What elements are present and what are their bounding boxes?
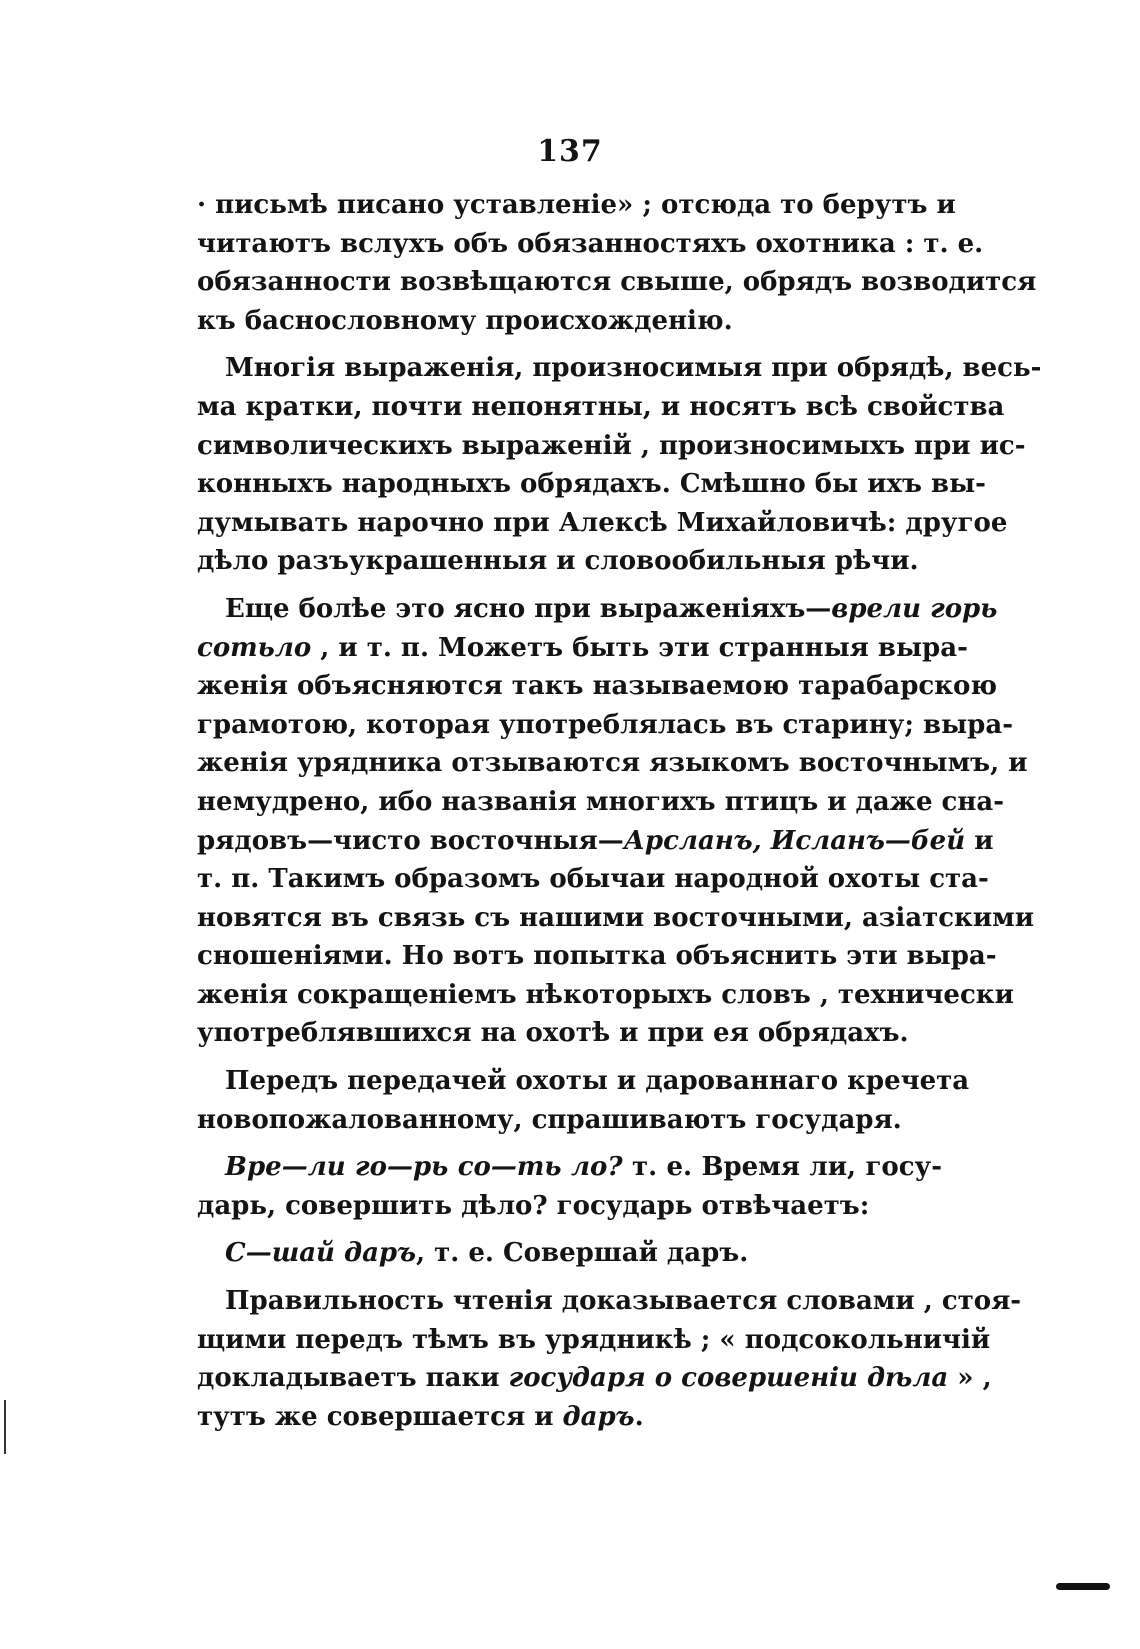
text-segment: Еще болѣе это ясно при выраженіяхъ— — [225, 593, 832, 624]
text-line — [197, 388, 1005, 427]
text-line — [197, 937, 997, 976]
text-segment: женія объясняются такъ называемою тарабарскою — [197, 671, 998, 702]
text-segment: читаютъ вслухъ объ обязанностяхъ охотника : т. е. — [197, 228, 984, 259]
text-segment: . — [634, 1401, 644, 1432]
text-line — [197, 1398, 942, 1437]
italic-segment: врели горь — [831, 593, 998, 624]
text-line — [197, 1062, 970, 1101]
text-line — [197, 186, 956, 225]
text-segment: дѣло разъукрашенныя и словообильныя рѣчи. — [197, 546, 919, 577]
text-line — [197, 263, 1037, 302]
italic-segment: государя о совершеніи дѣла — [508, 1363, 949, 1394]
text-segment: тутъ же совершается и — [197, 1401, 563, 1432]
italic-segment: даръ — [562, 1401, 635, 1432]
text-segment: обязанности возвѣщаются свыше, обрядъ возводится — [197, 267, 1037, 298]
text-line — [197, 667, 998, 706]
text-line — [197, 1014, 942, 1053]
text-segment: щими передъ тѣмъ въ урядникѣ ; « подсокольничій — [197, 1324, 991, 1355]
text-segment: новятся въ связь съ нашими восточными, азіатскими — [197, 902, 1034, 933]
text-line — [197, 899, 1034, 938]
text-segment: немудрено, ибо названія многихъ птицъ и даже сна- — [197, 786, 1005, 817]
text-segment: и — [965, 825, 994, 856]
italic-segment: сотьло — [197, 632, 312, 663]
text-segment: ма кратки, почти непонятны, и носятъ всѣ свойства — [197, 391, 1005, 422]
text-segment: къ баснословному происхожденію. — [197, 305, 733, 336]
text-line — [197, 1101, 942, 1140]
text-segment: Многія выраженія, произносимыя при обрядѣ, весь- — [225, 353, 1042, 384]
italic-segment: Арсланъ, Исланъ—бей — [623, 825, 966, 856]
text-segment: рядовъ—чисто восточныя— — [197, 825, 624, 856]
text-segment: Передъ передачей охоты и дарованнаго кречета — [225, 1066, 970, 1097]
text-line — [197, 744, 1028, 783]
text-line — [197, 1148, 942, 1187]
body-text — [197, 186, 1042, 1436]
text-segment: Правильность чтенія доказывается словами , стоя- — [225, 1286, 1022, 1317]
text-line — [197, 1282, 1022, 1321]
text-segment: · письмѣ писано уставленіе» ; отсюда то берутъ и — [197, 190, 956, 220]
text-line — [197, 706, 1013, 745]
text-line — [197, 465, 986, 504]
text-line — [197, 860, 989, 899]
text-segment: женія урядника отзываются языкомъ восточнымъ, и — [197, 748, 1028, 779]
text-line — [197, 225, 984, 264]
text-segment: символическихъ выраженій , произносимыхъ при ис- — [197, 430, 1026, 461]
italic-segment: Вре—ли го—рь со—ть ло? — [225, 1152, 623, 1183]
text-segment: т. п. Такимъ образомъ обычаи народной охоты ста- — [197, 864, 989, 895]
text-line — [197, 1321, 991, 1360]
scan-edge-mark — [4, 1400, 6, 1454]
text-segment: женія сокращеніемъ нѣкоторыхъ словъ , технически — [197, 979, 1014, 1010]
text-line — [197, 629, 968, 668]
text-segment: , и т. п. Можетъ быть эти странныя выра- — [311, 632, 968, 663]
text-segment: дарь, совершить дѣло? государь отвѣчаетъ: — [197, 1190, 870, 1221]
text-line — [197, 302, 942, 341]
text-segment: конныхъ народныхъ обрядахъ. Смѣшно бы ихъ вы- — [197, 469, 986, 500]
text-segment: т. е. Время ли, госу- — [622, 1152, 942, 1183]
scan-edge-mark — [1056, 1583, 1110, 1590]
italic-segment: С—шай даръ — [225, 1238, 417, 1269]
text-segment: употреблявшихся на охотѣ и при ея обрядахъ. — [197, 1018, 909, 1049]
text-segment: , т. е. Совершай даръ. — [416, 1238, 749, 1269]
text-line — [197, 1234, 942, 1273]
text-line — [197, 349, 1042, 388]
text-segment: сношеніями. Но вотъ попытка объяснить эти выра- — [197, 941, 997, 972]
text-line — [197, 822, 994, 861]
text-line — [197, 783, 1005, 822]
text-segment: новопожалованному, спрашиваютъ государя. — [197, 1104, 902, 1135]
text-segment: думывать нарочно при Алексѣ Михайловичѣ: другое — [197, 507, 1008, 538]
page-number: 137 — [537, 134, 603, 169]
text-segment: грамотою, которая употреблялась въ старину; выра- — [197, 709, 1013, 740]
text-line — [197, 976, 1014, 1015]
text-line — [197, 504, 1008, 543]
text-segment: докладываетъ паки — [197, 1363, 509, 1394]
text-segment: » , — [948, 1363, 992, 1394]
text-line — [197, 542, 942, 581]
text-line — [197, 590, 998, 629]
text-line — [197, 427, 1026, 466]
text-line — [197, 1187, 942, 1226]
text-line — [197, 1359, 992, 1398]
